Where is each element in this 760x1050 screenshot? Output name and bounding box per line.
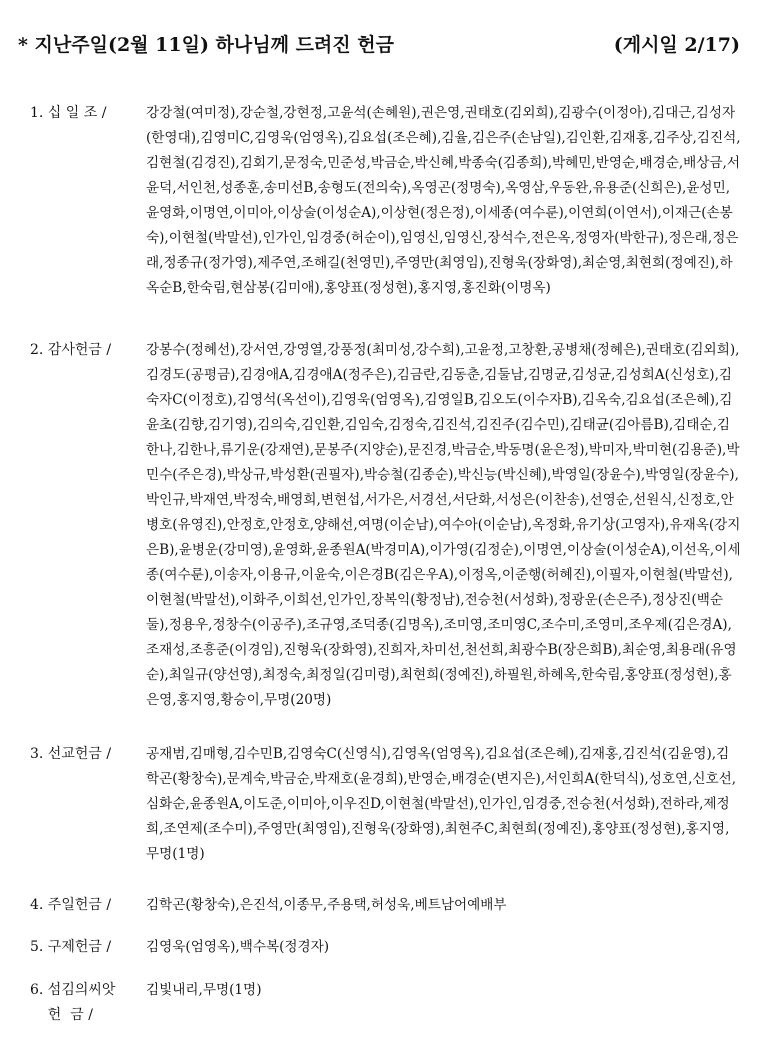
section-label: 4. 주일헌금 / xyxy=(30,897,112,913)
donor-list: 강강철(여미정),강순철,강현정,고윤석(손혜원),권은영,권태호(김외희),김광수(이정아),김대근,김성자(한영대),김영미C,김영욱(엄영옥),김요섭(조은혜),김율,김은주(손남일),김인환,김재홍,김주상,김진석,김현철(김경진),김회기,문정숙,민준성,박금순,박신혜,박종숙(김종희),박혜민,반영순,배경순,배상금,서윤덕,서인천,성종훈,송미선B,송형도(전의숙),옥영곤(정명숙),옥영삼,우동완,유용준(신희은),윤성민,윤영화,이명연,이미아,이상술(이성순A),이상현(정은정),이세종(여수룬),이연희(이연서),이재근(손봉숙),이현철(박말선),인가인,임경중(허순이),임영신,임영신,장석수,전은옥,정영자(박한규),정은래,정은래,정종규(정가영),제주연,조해길(천영민),주영만(최영임),진형욱(장화영),최순영,최현희(정예진),하옥순B,한숙림,현삼봉(김미애),홍양표(정성현),홍지영,홍진화(이명옥) xyxy=(146,105,741,296)
page-title: * 지난주일(2월 11일) 하나님께 드려진 헌금 xyxy=(18,34,394,56)
donor-list: 김학곤(황창숙),은진석,이종무,주용택,허성욱,베트남어예배부 xyxy=(146,897,507,913)
posted-date: (게시일 2/17) xyxy=(613,34,740,56)
section-label: 3. 선교헌금 / xyxy=(30,746,112,762)
donor-list: 공재범,김매형,김수민B,김영숙C(신영식),김영옥(엄영옥),김요섭(조은혜),김재홍,김진석(김윤영),김학곤(황창숙),문계숙,박금순,박재호(윤경희),반영순,배경순(변지은),서인희A(한덕식),성호연,신호선,심화순,윤종원A,이도준,이미아,이우진D,이현철(박말선),인가인,임경중,전승천(서성화),전하라,제정희,조연제(조수미),주영만(최영임),진형욱(장화영),최현주C,최현희(정예진),홍양표(정성현),홍지영,무명(1명) xyxy=(146,746,737,862)
section-label: 2. 감사헌금 / xyxy=(30,342,112,358)
bulletin-header xyxy=(18,30,740,58)
donor-list: 김빛내리,무명(1명) xyxy=(146,982,262,998)
donor-list: 김영욱(엄영옥),백수복(정경자) xyxy=(146,939,330,955)
section-label: 6. 섬김의씨앗 헌 금 / xyxy=(30,982,116,1023)
section-label: 5. 구제헌금 / xyxy=(30,939,112,955)
donor-list: 강봉수(정혜선),강서연,강영열,강풍정(최미성,강수희),고윤정,고창환,공병채(정혜은),권태호(김외희),김경도(공평금),김경애A,김경애A(정주은),김금란,김동춘,김둘남,김명균,김성균,김성희A(신성호),김숙자C(이정호),김영석(옥선이),김영욱(엄영옥),김영일B,김오도(이수자B),김옥숙,김요섭(조은혜),김윤초(김향,김기영),김의숙,김인환,김임숙,김정숙,김진석,김진주(김수민),김태균(김아름B),김태순,김한나,김한나,류기운(강재연),문봉주(지양순),문진경,박금순,박동명(윤은정),박미자,박미현(김용준),박민수(주은경),박상규,박성환(권필자),박승철(김종순),박신능(박신혜),박영일(장윤수),박영일(장윤수),박인규,박재연,박정숙,배영희,변현섭,서가은,서경선,서단화,서성은(이찬송),선영순,선원식,신정호,안병호(유영진),안정호,안정호,양해선,여명(이순남),여수아(이순남),옥정화,유기상(고영자),유재옥(강지은B),윤병운(강미영),윤영화,윤종원A(박경미A),이가영(김정순),이명연,이상술(이성순A),이선옥,이세종(여수룬),이송자,이용규,이윤숙,이은경B(김은우A),이정옥,이준행(허혜진),이필자,이현철(박말선),이현철(박말선),이화주,이희선,인가인,장복익(황정남),전승천(서성화),정광운(손은주),정상진(백순둘),정용우,정창수(이공주),조규영,조덕종(김명옥),조미영,조미영C,조수미,조영미,조우제(김은경A),조재성,조흥준(이경임),진형욱(장화영),진희자,차미선,천선희,최광수B(장은희B),최순영,최용래(유영순),최일규(양선영),최정숙,최정일(김미령),최현희(정예진),하필원,하혜옥,한숙림,홍양표(정성현),홍은영,홍지영,황승이,무명(20명) xyxy=(146,342,741,708)
section-label: 1. 십 일 조 / xyxy=(30,105,107,121)
